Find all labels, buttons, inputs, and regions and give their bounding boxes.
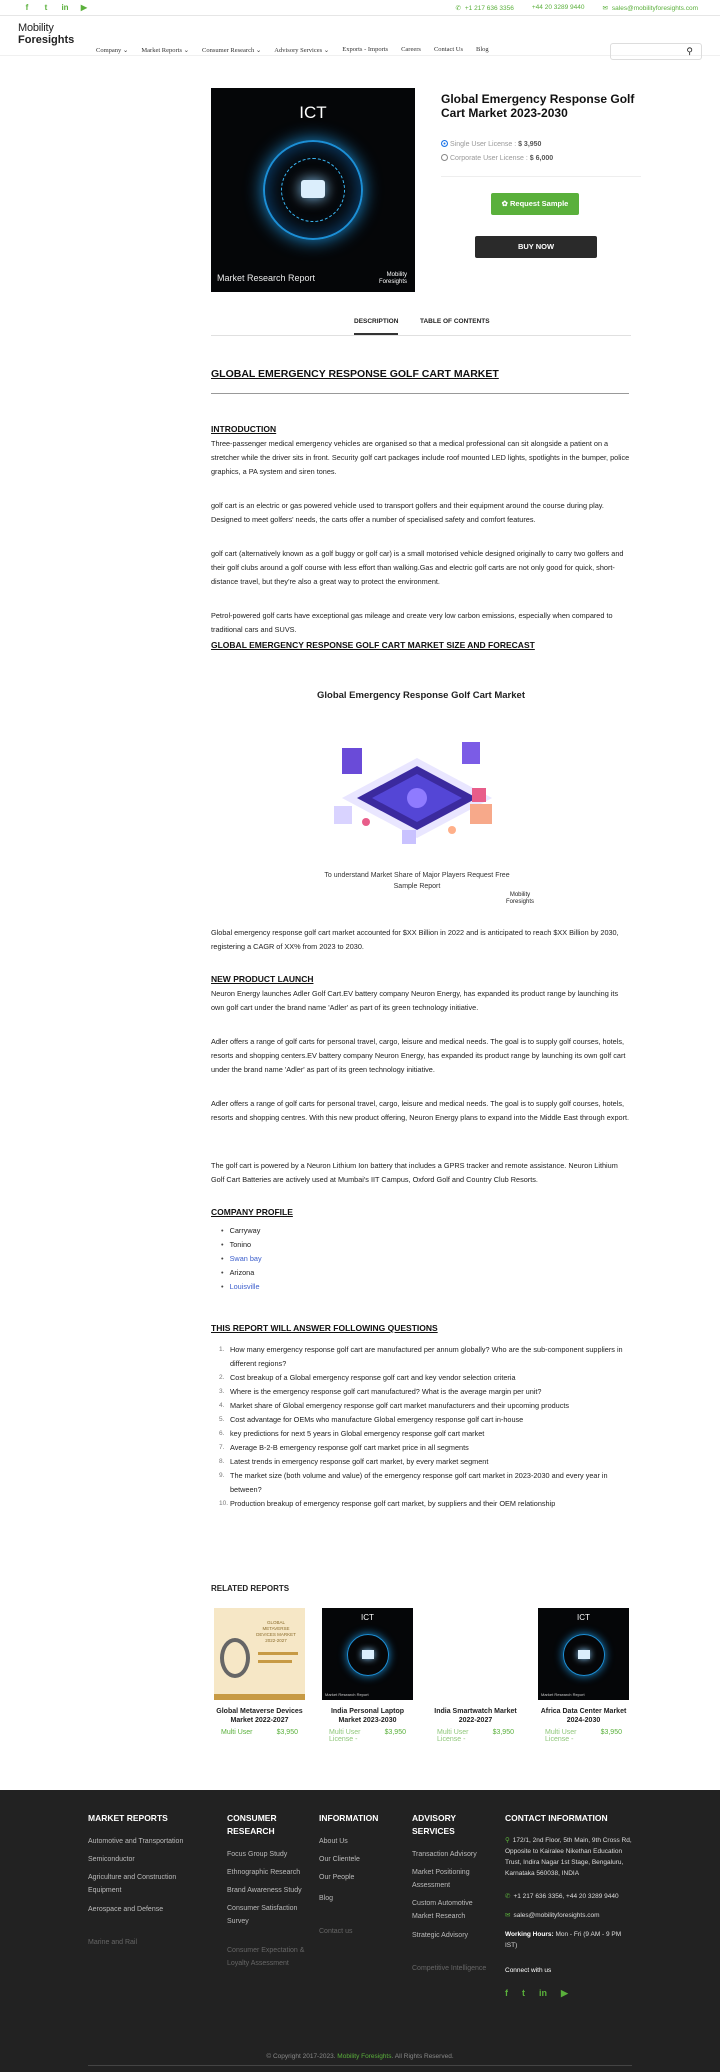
tab-table-of-contents[interactable]: TABLE OF CONTENTS: [420, 318, 490, 325]
figure-caption[interactable]: To understand Market Share of Major Players Request Free Sample Report: [324, 872, 510, 890]
tab-description[interactable]: DESCRIPTION: [354, 318, 398, 335]
list-item: How many emergency response golf cart are manufactured per annum globally? Who are the sub-component suppliers in different regions?: [230, 1345, 623, 1368]
launch-paragraph-2: Adler offers a range of golf carts for personal travel, cargo, leisure and medical needs. The goal is to supply golf courses, hotels, resorts and shopping centers.EV battery company Neuron Energy, has expanded its product range by launching its own golf cart under the brand name 'Adler' as part of its green technology initiative.: [211, 1037, 626, 1074]
intro-paragraph-1: Three-passenger medical emergency vehicles are organised so that a medical professional can sit alongside a patient on a stretcher while the driver sits in front. Security golf cart packages include roof mounted LED lights, spotlights in the bumper, police graphics, a PA system and siren tones.: [211, 439, 630, 476]
related-report-card[interactable]: [538, 1608, 629, 1743]
launch-paragraph-3: Adler offers a range of golf carts for personal travel, cargo, leisure and medical needs. The goal is to supply golf courses, hotels, resorts and shopping centres. With this new product offering, Neuron Energy plans to expand into the Middle East through export.: [211, 1099, 630, 1122]
report-heading: GLOBAL EMERGENCY RESPONSE GOLF CART MARKET: [211, 368, 499, 380]
twitter-icon[interactable]: t: [522, 1988, 525, 1998]
market-size-paragraph: Global emergency response golf cart market accounted for $XX Billion in 2022 and is anticipated to reach $XX Billion by 2030, registering a CAGR of XX% from 2023 to 2030.: [211, 928, 619, 951]
facebook-icon[interactable]: f: [25, 3, 29, 12]
report-price: $3,950: [492, 1729, 514, 1736]
nav-exports-imports[interactable]: Exports - Imports: [342, 46, 389, 53]
report-name[interactable]: India Personal Laptop Market 2023-2030: [330, 1708, 405, 1724]
footer-link[interactable]: Automotive and Transportation: [88, 1838, 184, 1845]
report-price: $3,950: [600, 1729, 622, 1736]
brand-logo[interactable]: Mobility Foresights: [18, 22, 75, 46]
intro-paragraph-3: golf cart (alternatively known as a golf buggy or golf car) is a small motorised vehicle designed originally to carry two golfers and their golf clubs around a golf course with less effort than walking.Gas and electric golf carts are not only good for quick, short-distance travel, but they're also a great way to protect the environment.: [211, 549, 624, 586]
list-item: Latest trends in emergency response golf cart market, by every market segment: [230, 1457, 489, 1466]
footer-advisory: ADVISORY SERVICES Transaction Advisory Market Positioning Assessment Custom Automotive Market Research Strategic Advisory Competitive Intelligence: [412, 1812, 494, 1980]
mail-icon: ✉: [602, 5, 608, 12]
launch-paragraph-4: The golf cart is powered by a Neuron Lithium Ion battery that includes a GPRS tracker and remote assistance. Neuron Lithium Golf Cart Batteries are actively used at Mumbai's IIT Campus, Oxford Golf and Country Club Resorts.: [211, 1161, 618, 1184]
list-item: Average B-2-B emergency response golf cart market price in all segments: [230, 1443, 469, 1452]
intro-paragraph-2: golf cart is an electric or gas powered vehicle used to transport golfers and their equipment around the course during play. Designed to meet golfers' needs, the carts offer a number of specialised safety and comfort features.: [211, 501, 604, 524]
list-item: • Tonino: [211, 1238, 631, 1252]
figure-logo: Mobility Foresights: [505, 892, 534, 905]
youtube-icon[interactable]: ▶: [80, 3, 88, 12]
phone-link[interactable]: ✆ +1 217 636 3356: [455, 5, 514, 12]
footer-link[interactable]: Contact us: [319, 1928, 353, 1935]
mail-icon: ✉: [505, 1912, 511, 1919]
list-item: Market share of Global emergency response golf cart market manufacturers and their upcoming products: [230, 1401, 570, 1410]
footer-link[interactable]: Consumer Satisfaction Survey: [227, 1905, 298, 1925]
footer-consumer-research: CONSUMER RESEARCH Focus Group Study Ethnographic Research Brand Awareness Study Consumer Satisfaction Survey Consumer Expectation & Loyalty Assessment: [227, 1812, 309, 1975]
footer-link[interactable]: Brand Awareness Study: [227, 1887, 302, 1894]
footer-link[interactable]: Strategic Advisory: [412, 1932, 469, 1939]
footer-information: INFORMATION About Us Our Clientele Our People Blog Contact us: [319, 1812, 399, 1943]
launch-paragraph-1: Neuron Energy launches Adler Golf Cart.EV battery company Neuron Energy, has expanded its product range by launching its own golf cart under the brand name 'Adler' as part of its green technology initiative.: [211, 989, 619, 1012]
buy-now-button[interactable]: BUY NOW: [475, 236, 597, 258]
nav-market-reports[interactable]: Market Reports ⌄: [141, 47, 190, 54]
linkedin-icon[interactable]: in: [539, 1988, 547, 1998]
license-label: Multi User: [221, 1729, 253, 1736]
related-report-card[interactable]: [214, 1608, 305, 1736]
nav-company[interactable]: Company ⌄: [96, 47, 129, 54]
footer-link[interactable]: Focus Group Study: [227, 1851, 288, 1858]
top-contact: [455, 4, 698, 12]
market-illustration: [322, 718, 512, 858]
report-thumbnail[interactable]: [430, 1608, 521, 1700]
search-input[interactable]: [610, 43, 702, 60]
youtube-icon[interactable]: ▶: [561, 1988, 568, 1998]
license-label: Multi User License -: [329, 1729, 361, 1743]
footer-link[interactable]: Competitive Intelligence: [412, 1965, 487, 1972]
footer-market-reports: MARKET REPORTS Automotive and Transportation Semiconductor Agriculture and Construction Equipment Aerospace and Defense Marine and Rail: [88, 1812, 208, 1954]
content-tabs: [211, 316, 631, 336]
social-links: [22, 3, 89, 12]
new-product-launch-heading: NEW PRODUCT LAUNCH: [211, 974, 314, 984]
related-reports-title: RELATED REPORTS: [211, 1584, 290, 1593]
footer-link[interactable]: Ethnographic Research: [227, 1869, 301, 1876]
footer-link[interactable]: Semiconductor: [88, 1856, 135, 1863]
divider: [211, 393, 629, 394]
main-nav: [0, 16, 720, 56]
company-list: [211, 1224, 631, 1294]
corporate-license-option[interactable]: Corporate User License : $ 6,000: [441, 154, 553, 162]
size-forecast-heading: GLOBAL EMERGENCY RESPONSE GOLF CART MARKET SIZE AND FORECAST: [211, 640, 535, 650]
intro-paragraph-4: Petrol-powered golf carts have exceptional gas mileage and create very low carbon emissions, especially when compared to traditional cars and SUVS.: [211, 611, 613, 634]
email[interactable]: sales@mobilityforesights.com: [513, 1912, 600, 1919]
connect-label: Connect with us: [505, 1967, 552, 1974]
phone-icon: ✆: [455, 5, 461, 12]
linkedin-icon[interactable]: in: [61, 3, 69, 12]
report-price: $3,950: [384, 1729, 406, 1736]
footer-link[interactable]: Blog: [319, 1895, 334, 1902]
list-item: Cost advantage for OEMs who manufacture Global emergency response golf cart in-house: [230, 1415, 524, 1424]
report-name[interactable]: Global Metaverse Devices Market 2022-2027: [216, 1708, 303, 1724]
footer-social: [505, 1988, 635, 1999]
report-thumbnail[interactable]: ICT Market Research Report: [322, 1608, 413, 1700]
questions-heading: THIS REPORT WILL ANSWER FOLLOWING QUESTIONS: [211, 1323, 438, 1333]
phones[interactable]: +1 217 636 3356, +44 20 3289 9440: [513, 1893, 619, 1900]
figure-title: Global Emergency Response Golf Cart Market: [316, 690, 525, 701]
license-label: Multi User License -: [545, 1729, 577, 1743]
address: 172/1, 2nd Floor, 5th Main, 9th Cross Rd, Opposite to Kairalee Nikethan Education Trust, Indira Nagar 1st Stage, Bengaluru, Karnataka 560038, INDIA: [505, 1837, 632, 1877]
list-item: • Arizona: [211, 1266, 631, 1280]
list-item: Where is the emergency response golf cart manufactured? What is the average margin per unit?: [230, 1387, 542, 1396]
search-icon[interactable]: ⚲: [686, 46, 693, 56]
report-name[interactable]: Africa Data Center Market 2024-2030: [540, 1708, 627, 1724]
list-item: Cost breakup of a Global emergency response golf cart and key vendor selection criteria: [230, 1373, 516, 1382]
list-item: key predictions for next 5 years in Global emergency response golf cart market: [230, 1429, 485, 1438]
company-profile-heading: COMPANY PROFILE: [211, 1207, 293, 1217]
footer-link[interactable]: Custom Automotive Market Research: [412, 1900, 473, 1920]
list-item: The market size (both volume and value) of the emergency response golf cart market in 2023-2030 and every year in between?: [230, 1471, 608, 1494]
footer-link[interactable]: Our Clientele: [319, 1856, 360, 1863]
list-item: Production breakup of emergency response golf cart market, by suppliers and their OEM relationship: [230, 1499, 556, 1508]
report-thumbnail[interactable]: ICT Market Research Report: [538, 1608, 629, 1700]
nav-contact-us[interactable]: Contact Us: [433, 46, 464, 53]
report-cover-image: ICT Market Research Report Mobility Foresights: [211, 88, 415, 292]
footer-link[interactable]: Our People: [319, 1874, 355, 1881]
report-price: $3,950: [276, 1729, 298, 1736]
footer-link[interactable]: Transaction Advisory: [412, 1851, 477, 1858]
report-thumbnail[interactable]: GLOBAL METAVERSE DEVICES MARKET 2022-2027: [214, 1608, 305, 1700]
intro-heading: INTRODUCTION: [211, 424, 277, 434]
nav-consumer-research[interactable]: Consumer Research ⌄: [202, 47, 262, 54]
email-link[interactable]: ✉ sales@mobilityforesights.com: [602, 5, 698, 12]
phone-icon: ✆: [505, 1893, 511, 1900]
nav-advisory-services[interactable]: Advisory Services ⌄: [274, 47, 330, 54]
related-report-card[interactable]: [430, 1608, 521, 1743]
footer-link[interactable]: Agriculture and Construction Equipment: [88, 1874, 177, 1894]
questions-list: [211, 1343, 631, 1511]
request-sample-button[interactable]: ✿ Request Sample: [491, 193, 579, 215]
top-bar: [0, 0, 720, 16]
single-license-option[interactable]: Single User License : $ 3,950: [441, 140, 541, 148]
location-icon: ⚲: [505, 1837, 510, 1844]
radio-unselected[interactable]: [441, 154, 448, 161]
footer-link[interactable]: Consumer Expectation & Loyalty Assessment: [227, 1947, 305, 1967]
report-name[interactable]: India Smartwatch Market 2022-2027: [434, 1708, 517, 1724]
phone2-link[interactable]: +44 20 3289 9440: [531, 4, 585, 11]
copyright: © Copyright 2017-2023. Mobility Foresights. All Rights Reserved.: [266, 2053, 454, 2060]
product-title: Global Emergency Response Golf Cart Market 2023-2030: [441, 92, 635, 120]
footer-link[interactable]: Aerospace and Defense: [88, 1906, 164, 1913]
twitter-icon[interactable]: t: [44, 3, 48, 12]
radio-selected[interactable]: [441, 140, 448, 147]
related-report-card[interactable]: [322, 1608, 413, 1743]
footer-link[interactable]: Marine and Rail: [88, 1939, 138, 1946]
license-label: Multi User License -: [437, 1729, 469, 1743]
list-item: • Carryway: [211, 1224, 631, 1238]
footer-contact: CONTACT INFORMATION ⚲ 172/1, 2nd Floor, 5th Main, 9th Cross Rd, Opposite to Kairalee Nikethan Education Trust, Indira Nagar 1st Stage, Bengaluru, Karnataka 560038, INDIA ✆ +1 217 636 3356, +44 20 3289 9440 ✉ sales@mobilityforesights.com Working Hours: Mon - Fri (9 AM - 9 PM IST) Connect with us f t in ▶: [505, 1812, 635, 1999]
footer-link[interactable]: Market Positioning Assessment: [412, 1869, 470, 1889]
list-item-link[interactable]: • Swan bay: [211, 1252, 631, 1266]
nav-menu: [96, 46, 489, 54]
site-footer: [0, 1790, 720, 2072]
footer-link[interactable]: About Us: [319, 1838, 348, 1845]
nav-blog[interactable]: Blog: [476, 46, 489, 53]
nav-careers[interactable]: Careers: [401, 46, 421, 53]
facebook-icon[interactable]: f: [505, 1988, 508, 1998]
list-item-link[interactable]: • Louisville: [211, 1280, 631, 1294]
